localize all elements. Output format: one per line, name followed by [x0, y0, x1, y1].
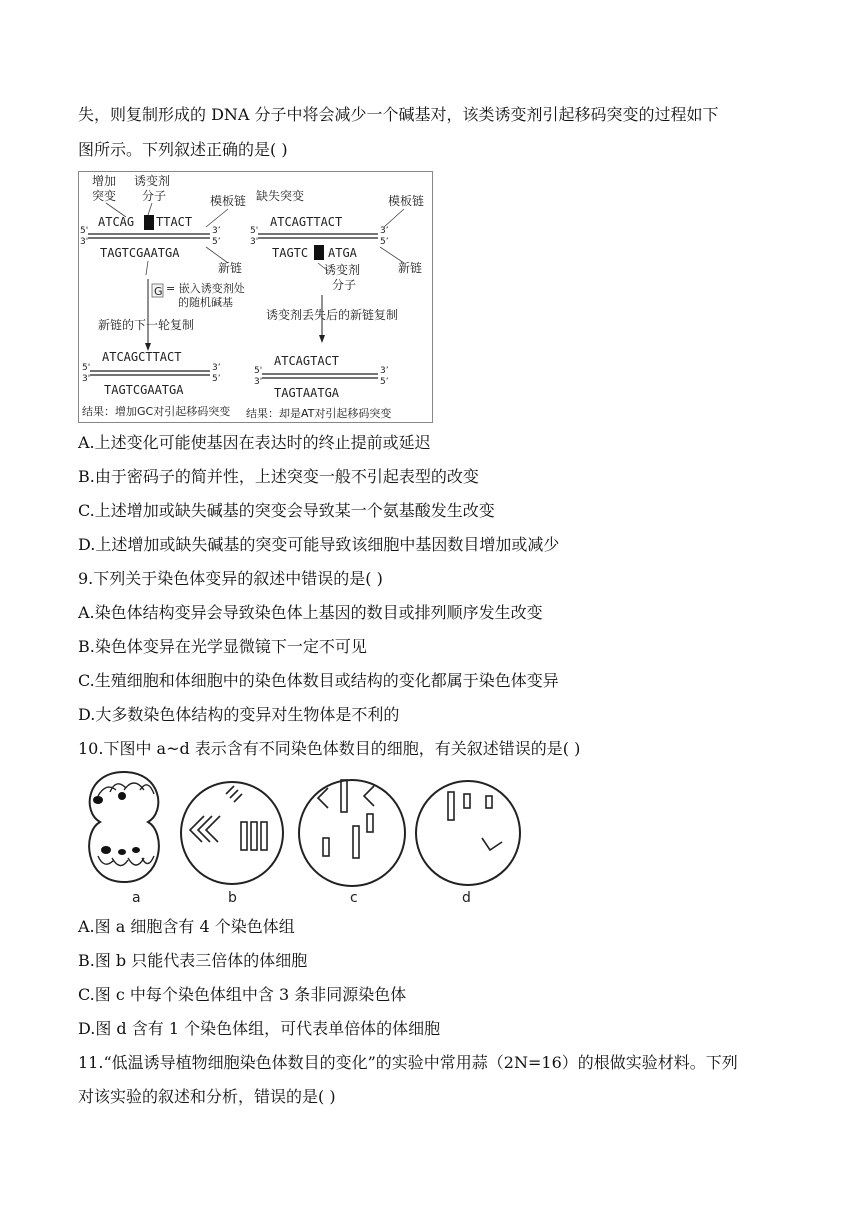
q9-option-b: B.染色体变异在光学显微镜下一定不可见: [78, 637, 367, 656]
svg-text:5’: 5’: [380, 237, 389, 247]
fig1-g-note-1: = 嵌入诱变剂处: [166, 282, 245, 295]
svg-text:5’: 5’: [212, 374, 221, 384]
q10-option-a: A.图 a 细胞含有 4 个染色体组: [78, 917, 295, 936]
svg-text:3’: 3’: [212, 226, 221, 236]
cells-figure: [78, 766, 538, 908]
svg-text:5': 5': [250, 226, 259, 236]
svg-text:3’: 3’: [380, 366, 389, 376]
cell-b: [181, 782, 283, 884]
fig1-template-right: 模板链: [388, 194, 425, 208]
q8-option-a: A.上述变化可能使基因在表达时的终止提前或延迟: [78, 433, 431, 452]
q11-stem-line-2: 对该实验的叙述和分析，错误的是( ): [78, 1087, 336, 1106]
fig1-result-right: 结果：却是AT对引起移码突变: [246, 407, 392, 420]
cell-c: [299, 780, 405, 886]
fig1-res-right-top: ATCAGTACT: [274, 354, 340, 368]
fig1-seq-right-bot-b: ATGA: [328, 246, 357, 260]
q9-option-c: C.生殖细胞和体细胞中的染色体数目或结构的变化都属于染色体变异: [78, 671, 559, 690]
svg-text:5': 5': [254, 366, 263, 376]
cell-d: [416, 781, 520, 885]
fig1-seq-right-top: ATCAGTTACT: [270, 215, 343, 229]
cell-c-label: c: [350, 890, 358, 906]
svg-text:5': 5': [82, 363, 91, 373]
fig1-seq-right-bot-a: TAGTC: [272, 246, 309, 260]
fig1-next-round: 新链的下一轮复制: [98, 318, 195, 332]
fig1-seq-left-top-a: ATCAG: [98, 215, 135, 229]
svg-text:5’: 5’: [212, 237, 221, 247]
svg-text:3': 3': [82, 374, 91, 384]
svg-text:3’: 3’: [212, 363, 221, 373]
fig1-add-label-1: 增加: [92, 174, 117, 188]
q9-option-d: D.大多数染色体结构的变异对生物体是不利的: [78, 705, 400, 724]
q8-stem-line-2: 图所示。下列叙述正确的是( ): [78, 140, 288, 159]
fig1-mutagen-label-1: 诱变剂: [134, 174, 171, 188]
fig1-new-chain-right: 新链: [398, 261, 423, 275]
svg-text:3': 3': [80, 237, 89, 247]
q8-option-b: B.由于密码子的简并性，上述突变一般不引起表型的改变: [78, 467, 479, 486]
fig1-g-box: G: [154, 285, 163, 298]
svg-text:5': 5': [80, 226, 89, 236]
cell-a: [89, 772, 159, 882]
q10-option-b: B.图 b 只能代表三倍体的体细胞: [78, 951, 308, 970]
fig1-right-note: 诱变剂丢失后的新链复制: [266, 308, 399, 322]
fig1-seq-left-top-b: TTACT: [156, 215, 193, 229]
fig1-new-chain-left: 新链: [218, 261, 243, 275]
fig1-add-label-2: 突变: [92, 189, 117, 203]
q9-option-a: A.染色体结构变异会导致染色体上基因的数目或排列顺序发生改变: [78, 603, 543, 622]
fig1-mutagen-label-2: 分子: [142, 189, 167, 203]
fig1-result-left: 结果：增加GC对引起移码突变: [82, 405, 231, 418]
q11-stem-line-1: 11.“低温诱导植物细胞染色体数目的变化”的实验中常用蒜（2N=16）的根做实验材料。下列: [78, 1053, 738, 1072]
svg-text:3’: 3’: [380, 226, 389, 236]
q9-stem: 9.下列关于染色体变异的叙述中错误的是( ): [78, 569, 383, 588]
fig1-template-left: 模板链: [210, 194, 247, 208]
fig1-res-left-bot: TAGTCGAATGA: [104, 383, 184, 397]
svg-text:3': 3': [250, 237, 259, 247]
q10-stem: 10.下图中 a~d 表示含有不同染色体数目的细胞，有关叙述错误的是( ): [78, 739, 581, 758]
fig1-mutagen-right-1: 诱变剂: [324, 263, 361, 277]
q8-stem-line-1: 失，则复制形成的 DNA 分子中将会减少一个碱基对，该类诱变剂引起移码突变的过程如下: [78, 105, 719, 124]
cell-a-label: a: [132, 890, 141, 906]
q8-option-d: D.上述增加或缺失碱基的突变可能导致该细胞中基因数目增加或减少: [78, 535, 560, 554]
fig1-g-note-2: 的随机碱基: [178, 296, 233, 309]
fig1-mutagen-right-2: 分子: [332, 278, 357, 292]
q10-option-d: D.图 d 含有 1 个染色体组，可代表单倍体的体细胞: [78, 1019, 441, 1038]
svg-text:3': 3': [254, 377, 263, 387]
fig1-res-left-top: ATCAGCTTACT: [102, 350, 182, 364]
q10-option-c: C.图 c 中每个染色体组中含 3 条非同源染色体: [78, 985, 407, 1004]
q8-option-c: C.上述增加或缺失碱基的突变会导致某一个氨基酸发生改变: [78, 501, 495, 520]
cell-d-label: d: [462, 890, 471, 906]
cell-b-label: b: [228, 890, 237, 906]
frameshift-mutation-figure: [78, 171, 433, 423]
fig1-res-right-bot: TAGTAATGA: [274, 386, 340, 400]
svg-text:5’: 5’: [380, 377, 389, 387]
fig1-seq-left-bot: TAGTCGAATGA: [100, 246, 180, 260]
fig1-deletion-label: 缺失突变: [256, 189, 305, 203]
